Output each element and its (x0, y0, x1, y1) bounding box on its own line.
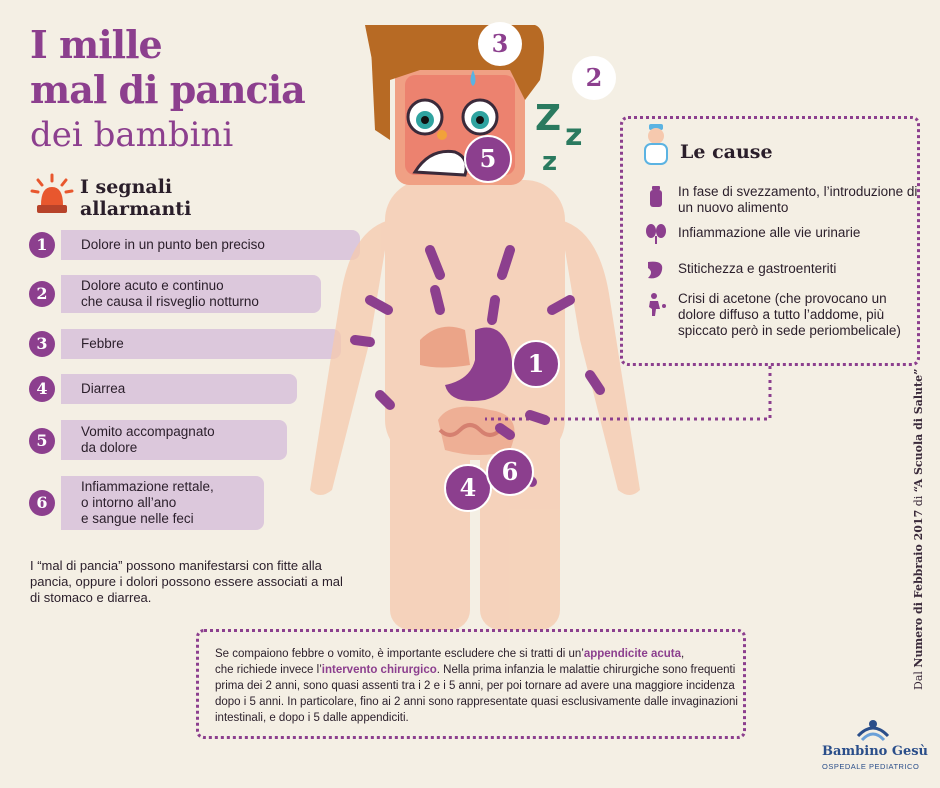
cause-item: Infiammazione alle vie urinarie (678, 225, 861, 240)
baby-bottle-icon (644, 184, 668, 208)
warning-text: , (680, 648, 685, 660)
body-marker-6: 6 (486, 448, 534, 496)
warning-text: . Nella prima infanzia le malattie chirurgiche sono frequenti prima dei 2 anni, sono quasi assenti tra i 2 e i 5 anni, per poi tornare ad avere una maggiore incidenza dopo i 5 anni. In particolare, fino ai 2 anni sono rappresentate quasi esclusivamente dalle invaginazioni intestinali, e dopo i 5 dalle appendiciti. (215, 664, 738, 724)
svg-text:z: z (565, 118, 583, 153)
doctor-icon (640, 122, 672, 166)
child-body-illustration (270, 20, 670, 640)
warning-text: che richiede invece l’ (215, 664, 322, 676)
warning-text: Se compaiono febbre o vomito, è importante escludere che si tratti di un’ (215, 648, 584, 660)
person-pain-icon (644, 292, 668, 316)
body-marker-3: 3 (478, 22, 522, 66)
bambino-gesu-logo-icon (856, 716, 890, 742)
sign-number: 4 (29, 376, 55, 402)
causes-connector (480, 364, 775, 424)
sign-text: Diarrea (61, 374, 297, 404)
intro-note: I “mal di pancia” possono manifestarsi con fitte alla pancia, oppure i dolori possono essere associati a mal di stomaco e diarrea. (30, 558, 343, 605)
intestine-icon (644, 258, 668, 282)
causes-heading: Le cause (680, 141, 773, 163)
title-line-2: mal di pancia (30, 67, 305, 112)
zzz-text: Z (535, 98, 562, 139)
sign-number: 1 (29, 232, 55, 258)
body-marker-5: 5 (464, 135, 512, 183)
title-line-3: dei bambini (30, 115, 234, 155)
logo-name: Bambino Gesù (822, 744, 928, 759)
sign-text: Vomito accompagnato da dolore (61, 420, 287, 460)
cause-item: In fase di svezzamento, l’introduzione di un nuovo alimento (678, 184, 918, 215)
cause-item: Stitichezza e gastroenteriti (678, 261, 837, 276)
body-marker-2: 2 (572, 56, 616, 100)
sign-number: 6 (29, 490, 55, 516)
warning-highlight: appendicite acuta (583, 648, 681, 660)
sign-text: Infiammazione rettale, o intorno all’ano e sangue nelle feci (61, 476, 264, 530)
warning-highlight: intervento chirurgico (321, 664, 437, 676)
body-marker-1: 1 (512, 340, 560, 388)
body-marker-4: 4 (444, 464, 492, 512)
sign-text: Dolore in un punto ben preciso (61, 230, 360, 260)
surgery-warning-panel (196, 629, 746, 739)
alarm-siren-icon (30, 173, 74, 217)
title-line-1: I mille (30, 22, 162, 67)
cause-item: Crisi di acetone (che provocano un dolore diffuso a tutto l’addome, più spiccato però in sede periombelicale) (678, 291, 901, 338)
sign-number: 5 (29, 428, 55, 454)
segnali-heading: I segnali allarmanti (80, 176, 192, 220)
sign-text: Febbre (61, 329, 341, 359)
source-credit: Dal Numero di Febbraio 2017 di “A Scuola di Salute” (912, 368, 925, 690)
logo-subtitle: OSPEDALE PEDIATRICO (822, 762, 920, 771)
sign-text: Dolore acuto e continuo che causa il risveglio notturno (61, 275, 321, 313)
sign-number: 2 (29, 281, 55, 307)
svg-text:z: z (542, 147, 558, 177)
kidneys-icon (644, 222, 668, 246)
sign-number: 3 (29, 331, 55, 357)
